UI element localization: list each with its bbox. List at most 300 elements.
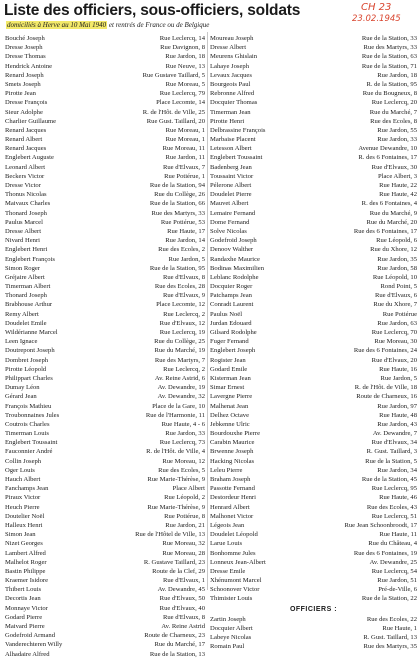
person-address: Rue du Collège, 26 xyxy=(154,191,205,199)
person-address: Rue Moreau, 1 xyxy=(165,136,205,144)
person-name: Thonard Joseph xyxy=(5,292,47,300)
person-name: Godard Pierre xyxy=(5,613,43,621)
person-name: Dresse Emile xyxy=(210,567,246,575)
person-name: Paulus Noël xyxy=(210,310,243,318)
person-address: Rue Jardon, 11 xyxy=(165,154,205,162)
list-item xyxy=(5,255,205,264)
person-address: Rue du Marché, 9 xyxy=(369,209,417,217)
person-address: Rue du Bougneux, 8 xyxy=(362,90,417,98)
person-address: R. de la Station, 95 xyxy=(366,80,417,88)
person-name: Letesson Albert xyxy=(210,145,252,153)
list-item xyxy=(210,402,417,411)
person-name: Delbrassine François xyxy=(210,126,266,134)
page-title: Liste des officiers, sous-officiers, soldats xyxy=(4,2,301,19)
person-address: Route de Charneux, 16 xyxy=(356,393,417,401)
list-item xyxy=(5,163,205,172)
person-address: Rue de l'Hôtel de Ville, 13 xyxy=(135,531,205,539)
list-item xyxy=(5,576,205,585)
person-address: Rue Moreau, 1 xyxy=(165,126,205,134)
person-address: Rue des Ecoles, 28 xyxy=(154,283,205,291)
list-item xyxy=(5,135,205,144)
person-address: Rue des 6 Fontaines, 24 xyxy=(353,347,417,355)
person-name: Conradt Laurent xyxy=(210,301,254,309)
list-item xyxy=(5,512,205,521)
person-name: Dome Fernand xyxy=(210,218,250,226)
officers-heading: OFFICIERS : xyxy=(289,605,338,613)
list-item xyxy=(5,650,205,659)
list-item xyxy=(5,52,205,61)
officer-item xyxy=(210,633,417,642)
person-name: Wildérianne Marcel xyxy=(5,329,58,336)
subtitle-rest: et rentrés de France ou de Belgique xyxy=(107,21,210,29)
handwritten-annotation-ref: CH 23 xyxy=(361,2,392,13)
person-name: Coutrois Charles xyxy=(5,420,50,428)
person-address: Rue Leclercq, 95 xyxy=(371,485,417,493)
person-name: Dresse Albert xyxy=(210,44,247,52)
list-item xyxy=(210,144,417,153)
list-item xyxy=(210,539,417,548)
person-address: Rue Jardon, 63 xyxy=(377,319,417,327)
person-address: Rue Leclercq, 79 xyxy=(159,90,205,98)
person-address: Rue Haute, 42 xyxy=(379,191,417,199)
person-address: Rue des Martyrs, 35 xyxy=(363,643,417,651)
person-address: Rue du Collège, 25 xyxy=(154,338,205,346)
list-item xyxy=(5,218,205,227)
person-name: Timerman Louis xyxy=(5,430,49,438)
person-name: Marbaise Placent xyxy=(210,136,256,144)
person-name: Simon Roger xyxy=(5,264,40,272)
list-item xyxy=(5,80,205,89)
person-address: Rue Moreau, 11 xyxy=(162,145,205,153)
person-address: Rue Jardon, 5 xyxy=(168,255,205,263)
person-name: Dresse François xyxy=(5,99,48,107)
person-address: Av. Dewandre, 32 xyxy=(157,393,205,401)
person-name: Zartin Joseph xyxy=(210,615,246,623)
list-item xyxy=(5,475,205,484)
list-item xyxy=(5,181,205,190)
person-address: Rue Jardon, 97 xyxy=(377,402,417,410)
list-item xyxy=(210,52,417,61)
person-address: Rue des Martyrs, 33 xyxy=(363,44,417,52)
person-name: Englebert Auguste xyxy=(5,154,54,162)
list-item xyxy=(210,466,417,475)
highlighted-phrase: domiciliés à Herve au 10 Mai 1940 xyxy=(7,21,107,29)
person-name: Labeye Nicolas xyxy=(210,634,252,641)
person-address: Rue Jardon, 51 xyxy=(377,577,417,585)
list-item xyxy=(5,108,205,117)
person-name: Monnaye Victor xyxy=(5,604,48,612)
person-address: Rue Jean Schoonbroodt, 17 xyxy=(344,521,417,529)
handwritten-annotation-date: 23.02.1945 xyxy=(352,14,401,24)
list-item xyxy=(5,264,205,273)
list-item xyxy=(210,447,417,456)
officer-item xyxy=(210,615,417,624)
person-address: Rue Jardon, 34 xyxy=(377,466,417,474)
person-address: Rue des 6 Fontaines, 19 xyxy=(353,549,417,557)
list-item xyxy=(210,163,417,172)
person-name: Gérard Jean xyxy=(5,393,37,401)
list-item xyxy=(5,640,205,649)
list-item xyxy=(210,209,417,218)
person-name: Maivaux Charles xyxy=(5,200,51,208)
list-item xyxy=(5,438,205,447)
person-name: François Mathieu xyxy=(5,402,52,410)
list-item xyxy=(210,117,417,126)
person-address: Pré-de-Ville, 6 xyxy=(378,586,417,594)
list-item xyxy=(5,89,205,98)
list-item xyxy=(210,328,417,337)
person-address: Rue Marie-Thérèse, 9 xyxy=(147,503,205,511)
person-name: Philippart Charles xyxy=(5,374,53,382)
list-item xyxy=(5,236,205,245)
list-item xyxy=(5,227,205,236)
person-address: Rue de la Station, 5 xyxy=(365,457,417,465)
list-item xyxy=(5,604,205,613)
list-item xyxy=(5,71,205,80)
person-name: Dresse Joseph xyxy=(5,44,43,52)
list-item xyxy=(210,236,417,245)
person-name: Piraux Victor xyxy=(5,494,41,502)
list-item xyxy=(210,549,417,558)
person-name: Thonus Nicolas xyxy=(5,191,47,199)
person-name: Bonhomme Jules xyxy=(210,549,256,557)
person-address: Avenue Dewandre, 10 xyxy=(358,145,417,153)
person-address: Rue Potiérue xyxy=(382,310,417,318)
person-address: Place de la Gare, 10 xyxy=(152,402,205,410)
list-item xyxy=(210,126,417,135)
list-item xyxy=(210,255,417,264)
list-item xyxy=(210,62,417,71)
person-name: Bourdouxhe Pierre xyxy=(210,430,260,438)
list-item xyxy=(210,512,417,521)
person-address: Rue du Marché, 19 xyxy=(154,347,205,355)
person-address: Rue du Xhore, 12 xyxy=(370,246,417,254)
person-name: Maivard Pierre xyxy=(5,623,45,630)
person-address: Av. Dewandre, 45 xyxy=(157,586,205,594)
person-name: Dombret Joseph xyxy=(5,356,49,364)
person-address: Av. Reine Astrid, 6 xyxy=(154,374,205,382)
list-item xyxy=(5,484,205,493)
column-divider xyxy=(207,32,208,590)
person-address: Rue d'Elvaux, 8 xyxy=(162,273,205,281)
person-name: Timerman Jean xyxy=(210,108,251,116)
person-address: Rue Leclercq, 54 xyxy=(371,567,417,575)
person-address: Rue du Marché, 20 xyxy=(366,218,417,226)
list-item xyxy=(210,153,417,162)
person-name: Leen Ignace xyxy=(5,338,38,346)
list-item xyxy=(210,457,417,466)
person-name: Beckers Victor xyxy=(5,172,45,180)
list-item xyxy=(210,392,417,401)
list-item xyxy=(5,374,205,383)
list-item xyxy=(210,567,417,576)
list-item xyxy=(210,429,417,438)
person-address: Rue d'Elvaux, 34 xyxy=(371,439,417,447)
person-address: Rue Haute, 48 xyxy=(379,411,417,419)
person-address: Rue du Marché, 7 xyxy=(369,108,417,116)
person-address: Rue des Ecoles, 5 xyxy=(158,466,205,474)
person-name: Godard Emile xyxy=(210,365,248,373)
person-address: Rue d'Elvaux, 7 xyxy=(162,163,205,171)
person-address: Rue Leclercq, 73 xyxy=(159,439,205,447)
list-item xyxy=(210,108,417,117)
list-item xyxy=(210,218,417,227)
officer-item xyxy=(210,624,417,633)
person-address: Rue des Ecoles, 43 xyxy=(366,503,417,511)
person-address: Rue Jardon, 55 xyxy=(377,126,417,134)
list-item xyxy=(5,539,205,548)
person-address: Route de la Clef, 29 xyxy=(152,567,205,575)
list-item xyxy=(210,181,417,190)
person-address: Av. Reine Astrid xyxy=(161,623,205,630)
person-name: Romain Paul xyxy=(210,643,245,651)
person-name: Légeois Jean xyxy=(210,521,245,529)
list-item xyxy=(5,291,205,300)
list-item xyxy=(210,80,417,89)
person-address: Rue de la Station, 95 xyxy=(149,264,205,272)
list-item xyxy=(210,530,417,539)
person-address: Rue d'Elvaux, 8 xyxy=(162,613,205,621)
person-name: Fauconnier André xyxy=(5,448,53,456)
list-item xyxy=(5,549,205,558)
person-name: Renard Albert xyxy=(5,136,43,144)
person-name: Doudelet Léopold xyxy=(210,531,258,539)
person-name: Paulus Marcel xyxy=(5,218,43,226)
list-item xyxy=(5,346,205,355)
person-name: Randaxhe Maurice xyxy=(210,255,260,263)
list-item xyxy=(210,135,417,144)
person-address: Rue d'Elvaux, 20 xyxy=(371,356,417,364)
person-name: Nizet Georges xyxy=(5,540,43,548)
person-address: Rue Léopold, 10 xyxy=(372,273,417,281)
list-item xyxy=(5,98,205,107)
person-address: Rue de la Station, 63 xyxy=(361,53,417,61)
person-name: Dresse Victor xyxy=(5,182,41,189)
person-name: Pirotte Léopold xyxy=(5,365,47,373)
list-item xyxy=(5,190,205,199)
person-name: Lemaire Fernand xyxy=(210,209,256,217)
person-address: Rue du Xhore, 7 xyxy=(373,301,417,309)
list-item xyxy=(210,365,417,374)
person-name: Leonard Albert xyxy=(5,163,46,171)
list-item xyxy=(5,319,205,328)
person-address: Rue Jardon, 18 xyxy=(377,71,417,79)
person-address: Rue de la Station, 71 xyxy=(361,62,417,70)
person-address: Rue de la Station, 45 xyxy=(361,476,417,483)
person-name: Thibert Louis xyxy=(5,586,42,594)
person-name: Docquier Thomas xyxy=(210,99,258,107)
list-item xyxy=(5,34,205,43)
person-address: Rue Haute, 11 xyxy=(379,531,417,539)
list-item xyxy=(210,475,417,484)
person-address: Rue Leclercq, 14 xyxy=(159,35,205,42)
person-address: Rue Jardon, 14 xyxy=(165,237,205,245)
list-item xyxy=(210,43,417,52)
list-item xyxy=(5,411,205,420)
list-item xyxy=(210,585,417,594)
list-item xyxy=(210,356,417,365)
list-item xyxy=(5,429,205,438)
person-name: Patchamps Jean xyxy=(210,292,252,300)
person-address: R. Gust. Taillard, 13 xyxy=(363,634,417,641)
person-name: Englebert Toussaint xyxy=(5,439,58,447)
person-address: Rue Haute, 46 xyxy=(379,494,417,502)
person-name: Lahaye Joseph xyxy=(210,62,249,70)
person-address: Rue du Château, 4 xyxy=(368,540,417,548)
person-name: Meurens Ghislain xyxy=(210,53,258,61)
person-address: Av. Dewandre, 19 xyxy=(157,384,205,392)
list-item xyxy=(5,282,205,291)
person-address: Rond Point, 5 xyxy=(380,283,417,291)
person-name: Heuch Pierre xyxy=(5,503,40,511)
person-name: Doutrepont Joseph xyxy=(5,347,55,355)
person-name: Malhenat Jean xyxy=(210,402,249,410)
list-item xyxy=(5,402,205,411)
list-item xyxy=(5,337,205,346)
list-item xyxy=(210,245,417,254)
person-name: Englebert Henri xyxy=(5,246,48,254)
person-address: Rue Gust. Taillard, 20 xyxy=(146,117,205,125)
person-name: Denoov Walther xyxy=(210,246,254,254)
person-address: Rue des Ecoles, 2 xyxy=(158,246,205,254)
person-address: Rue Leclercq, 19 xyxy=(159,329,205,336)
person-address: Rue Moreau, 5 xyxy=(165,80,205,88)
person-address: Rue des Ecoles, 8 xyxy=(370,117,417,125)
list-item xyxy=(210,438,417,447)
person-address: Rue Jardon, 21 xyxy=(165,521,205,529)
person-address: R. de l'Hôt. de Ville, 4 xyxy=(146,448,205,456)
list-item xyxy=(210,199,417,208)
person-name: Rebronne Alfred xyxy=(210,90,255,98)
list-item xyxy=(210,337,417,346)
person-address: Rue de la Station, 66 xyxy=(149,200,205,208)
list-item xyxy=(210,411,417,420)
left-column xyxy=(5,34,205,659)
list-item xyxy=(5,558,205,567)
person-address: Rue Gustave Taillard, 5 xyxy=(142,71,205,79)
person-name: Fuger Fernand xyxy=(210,338,249,346)
list-item xyxy=(5,43,205,52)
person-name: Malhonet Victor xyxy=(210,512,254,520)
person-name: Lavergne Pierre xyxy=(210,393,253,401)
person-name: Troubonnaines Jules xyxy=(5,411,60,419)
person-address: Rue Haute, 22 xyxy=(379,182,417,189)
person-address: Av. Dewandre, 25 xyxy=(369,558,417,566)
list-item xyxy=(210,346,417,355)
person-name: Charlier Guillaume xyxy=(5,117,57,125)
list-item xyxy=(5,209,205,218)
person-name: Dresse Thomas xyxy=(5,53,46,61)
person-name: Dresse Albert xyxy=(5,227,42,235)
list-item xyxy=(5,328,205,337)
person-name: Jebkenne Ulric xyxy=(210,420,250,428)
person-name: Solve Nicolas xyxy=(210,227,247,235)
person-name: Lonneux Jean-Albert xyxy=(210,558,266,566)
person-name: Alhadaire Alfred xyxy=(5,650,50,658)
person-address: Av. Dewandre, 7 xyxy=(372,430,417,438)
person-address: Rue des Martyrs, 7 xyxy=(154,356,205,364)
person-name: Doutelier Noël xyxy=(5,512,45,520)
person-address: Rue Jardon, 18 xyxy=(165,53,205,61)
person-name: Englebert Toussaint xyxy=(210,154,263,162)
list-item xyxy=(210,383,417,392)
list-item xyxy=(210,374,417,383)
person-address: R. Gust. Taillard, 3 xyxy=(366,448,417,456)
person-name: Doudelet Emile xyxy=(5,319,47,327)
person-address: Rue Haute, 16 xyxy=(379,365,417,373)
person-address: Rue Haute, 1 xyxy=(382,624,417,632)
list-item xyxy=(210,521,417,530)
person-address: Rue Léopold, 6 xyxy=(376,237,417,245)
list-item xyxy=(5,466,205,475)
person-name: Xhénumont Marcel xyxy=(210,577,262,585)
person-name: Nivard Henri xyxy=(5,237,40,245)
list-item xyxy=(5,493,205,502)
list-item xyxy=(210,300,417,309)
person-address: R. des 6 Fontaines, 17 xyxy=(358,154,417,162)
list-item xyxy=(210,576,417,585)
person-address: Rue d'Elvaux, 12 xyxy=(159,319,205,327)
person-address: Rue d'Elvaux, 9 xyxy=(162,292,205,300)
person-address: Rue de la Station, 94 xyxy=(149,182,205,189)
person-name: Docquier Albert xyxy=(210,624,253,632)
person-name: Halleux Henri xyxy=(5,521,43,529)
person-address: Place Albert, 3 xyxy=(377,172,417,180)
list-item xyxy=(5,245,205,254)
list-item xyxy=(210,558,417,567)
list-item xyxy=(5,631,205,640)
person-name: Englebert Joseph xyxy=(210,347,256,355)
person-name: Moureau Joseph xyxy=(210,35,254,42)
person-address: Rue des Ecoles, 22 xyxy=(366,615,417,623)
list-item xyxy=(5,310,205,319)
list-item xyxy=(210,273,417,282)
list-item xyxy=(5,585,205,594)
person-name: Hauch Albert xyxy=(5,476,41,483)
person-name: Thonard Joseph xyxy=(5,209,47,217)
person-name: Braham Joseph xyxy=(210,476,251,483)
list-item xyxy=(5,126,205,135)
person-name: Gréjaire Albert xyxy=(5,273,45,281)
person-address: Rue Jardon, 35 xyxy=(377,255,417,263)
list-item xyxy=(210,89,417,98)
list-item xyxy=(210,493,417,502)
person-name: Hacking Nicolas xyxy=(210,457,255,465)
person-name: Henrard Albert xyxy=(210,503,250,511)
person-address: Rue des Martyrs, 33 xyxy=(151,209,205,217)
list-item xyxy=(5,62,205,71)
person-address: Rue Potiérue, 8 xyxy=(164,512,205,520)
list-item xyxy=(5,567,205,576)
list-item xyxy=(210,172,417,181)
list-item xyxy=(5,383,205,392)
person-name: Kraemer Isidore xyxy=(5,577,49,585)
person-address: Rue Jardon, 43 xyxy=(377,420,417,428)
person-name: Toussaint Victor xyxy=(210,172,254,180)
person-address: Rue Moreau, 30 xyxy=(374,338,417,346)
list-item xyxy=(5,300,205,309)
person-name: Vanderechteren Willy xyxy=(5,641,63,649)
person-address: Rue Jardon, 5 xyxy=(380,374,417,382)
person-address: Rue Leclercq, 2 xyxy=(163,365,205,373)
person-name: Pélerone Albert xyxy=(210,182,252,189)
person-name: Timerman Albert xyxy=(5,283,51,291)
person-name: Brabhouse Arthur xyxy=(5,301,53,309)
person-name: Docquier Roger xyxy=(210,283,253,291)
page-subtitle xyxy=(6,21,209,29)
person-name: Bourgeois Paul xyxy=(210,80,251,88)
list-item xyxy=(5,144,205,153)
